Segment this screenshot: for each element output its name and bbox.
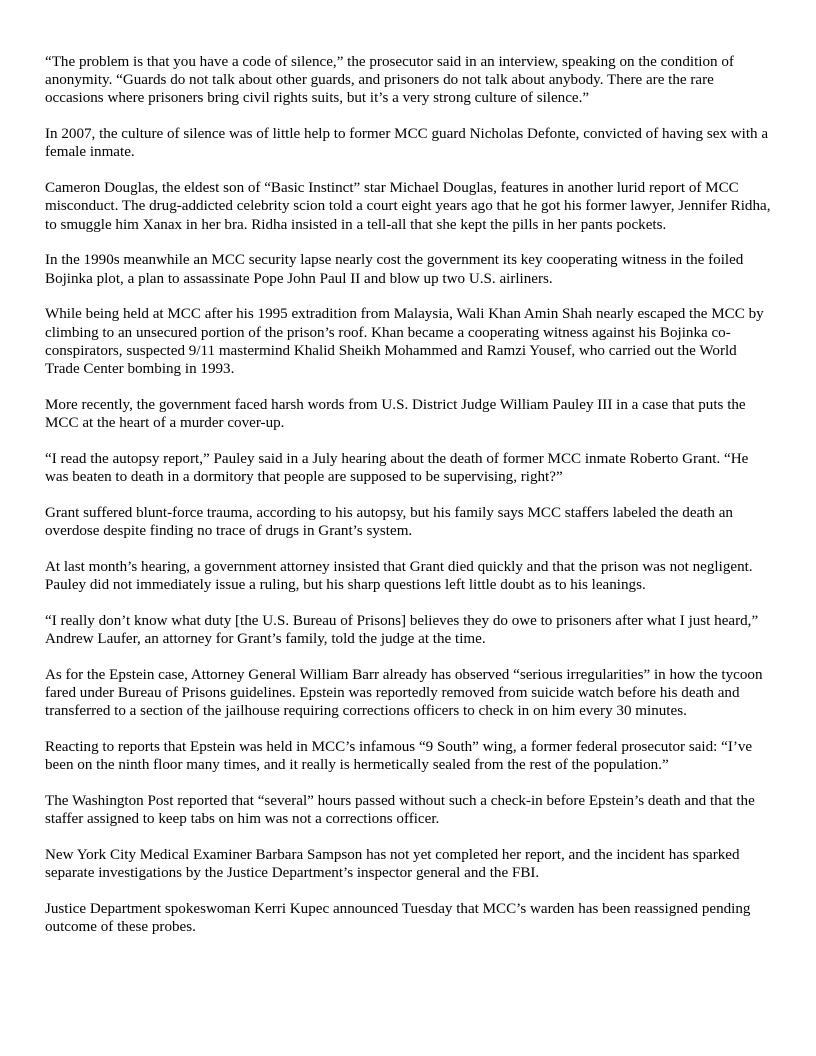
paragraph-5: While being held at MCC after his 1995 extradition from Malaysia, Wali Khan Amin Shah nearly escaped the MCC by climbing to an unsecured portion of the prison’s roof. Khan became a cooperating witness against his Bojinka co-conspirators, suspected 9/11 mastermind Khalid Sheikh Mohammed and Ramzi Yousef, who carried out the World Trade Center bombing in 1993. bbox=[45, 306, 764, 378]
paragraph-12: Reacting to reports that Epstein was held in MCC’s infamous “9 South” wing, a former federal prosecutor said: “I’ve been on the ninth floor many times, and it really is hermetically sealed from the rest of the population.” bbox=[45, 739, 753, 774]
paragraph-2: In 2007, the culture of silence was of little help to former MCC guard Nicholas Defonte, convicted of having sex with a female inmate. bbox=[45, 126, 769, 161]
paragraph-3: Cameron Douglas, the eldest son of “Basic Instinct” star Michael Douglas, features in another lurid report of MCC misconduct. The drug-addicted celebrity scion told a court eight years ago that he got his former lawyer, Jennifer Ridha, to smuggle him Xanax in her bra. Ridha insisted in a tell-all that she kept the pills in her pants pockets. bbox=[45, 180, 771, 233]
paragraph-6: More recently, the government faced harsh words from U.S. District Judge William Pauley III in a case that puts the MCC at the heart of a murder cover-up. bbox=[45, 396, 746, 432]
paragraph-15: Justice Department spokeswoman Kerri Kupec announced Tuesday that MCC’s warden has been reassigned pending outcome of these probes. bbox=[45, 901, 751, 936]
paragraph-9: At last month’s hearing, a government attorney insisted that Grant died quickly and that the prison was not negligent. Pauley did not immediately issue a ruling, but his sharp questions left little doubt as to his leanings. bbox=[45, 558, 753, 594]
paragraph-11: As for the Epstein case, Attorney General William Barr already has observed “serious irregularities” in how the tycoon fared under Bureau of Prisons guidelines. Epstein was reportedly removed from suicide watch before his death and transferred to a section of the jailhouse requiring corrections officers to check in on him every 30 minutes. bbox=[45, 666, 763, 720]
article-body bbox=[45, 53, 773, 954]
paragraph-1: “The problem is that you have a code of silence,” the prosecutor said in an interview, speaking on the condition of anonymity. “Guards do not talk about other guards, and prisoners do not talk about anybody. There are the rare occasions where prisoners bring civil rights suits, but it’s a very strong culture of silence.” bbox=[45, 54, 734, 107]
paragraph-4: In the 1990s meanwhile an MCC security lapse nearly cost the government its key cooperating witness in the foiled Bojinka plot, a plan to assassinate Pope John Paul II and blow up two U.S. airliners. bbox=[45, 252, 744, 287]
paragraph-10: “I really don’t know what duty [the U.S. Bureau of Prisons] believes they do owe to prisoners after what I just heard,” Andrew Laufer, an attorney for Grant’s family, told the judge at the time. bbox=[45, 612, 759, 648]
paragraph-8: Grant suffered blunt-force trauma, according to his autopsy, but his family says MCC staffers labeled the death an overdose despite finding no trace of drugs in Grant’s system. bbox=[45, 504, 733, 540]
paragraph-7: “I read the autopsy report,” Pauley said in a July hearing about the death of former MCC inmate Roberto Grant. “He was beaten to death in a dormitory that people are supposed to be supervising, right?” bbox=[45, 450, 749, 486]
paragraph-14: New York City Medical Examiner Barbara Sampson has not yet completed her report, and the incident has sparked separate investigations by the Justice Department’s inspector general and the FBI. bbox=[45, 847, 740, 882]
paragraph-13: The Washington Post reported that “several” hours passed without such a check-in before Epstein’s death and that the staffer assigned to keep tabs on him was not a corrections officer. bbox=[45, 793, 755, 828]
